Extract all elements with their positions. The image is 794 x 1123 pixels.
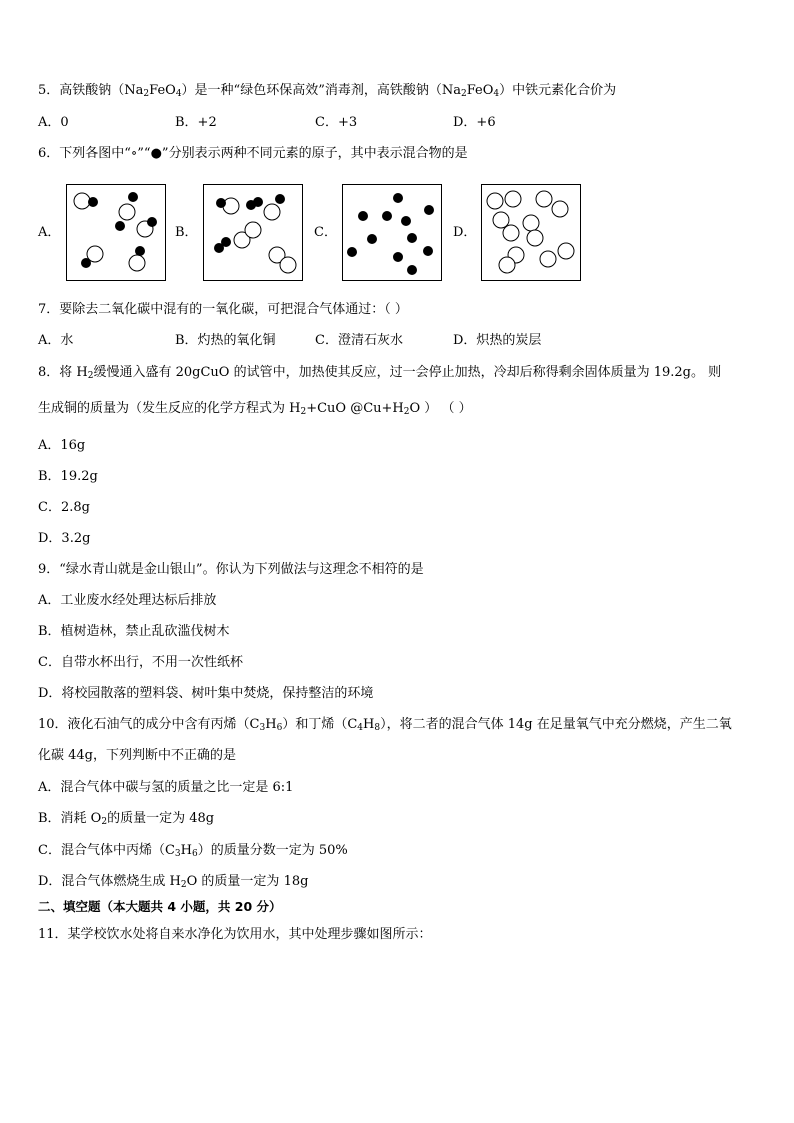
q8-stem-line1: 8．将 $H_2$缓慢通入盛有 20gCuO 的试管中，加热使其反应，过一会停止加热，冷却后称得剩余固体质量为 19.2g。 则 — [38, 365, 722, 381]
q6-label-d: D． — [453, 225, 477, 240]
atom-diagram-c — [343, 185, 441, 280]
q5-option-d: D．+6 — [453, 115, 496, 130]
q5-option-a: A．0 — [38, 115, 69, 130]
q9-option-a: A．工业废水经处理达标后排放 — [38, 593, 217, 608]
q8-option-d: D．3.2g — [38, 531, 91, 546]
q5-option-c: C．+3 — [315, 115, 358, 130]
q6-diagram-a — [66, 184, 166, 281]
q6-label-b: B． — [175, 225, 198, 240]
q8-option-b: B．19.2g — [38, 469, 98, 484]
q9-option-b: B．植树造林，禁止乱砍滥伐树木 — [38, 624, 230, 639]
q10-option-a: A．混合气体中碳与氢的质量之比一定是 6:1 — [38, 780, 294, 795]
q6-diagram-b — [203, 184, 303, 281]
section-title: 二、填空题（本大题共 4 小题，共 20 分） — [38, 899, 282, 914]
atom-diagram-b — [204, 185, 302, 280]
q6-stem: 6．下列各图中“∘”“●”分别表示两种不同元素的原子，其中表示混合物的是 — [38, 146, 468, 161]
q10-option-b: B．消耗 $O_2$的质量一定为 48g — [38, 811, 215, 827]
q7-option-a: A．水 — [38, 333, 74, 348]
q10-option-c: C．混合气体中丙烯$(C_3H_6)$的质量分数一定为 50% — [38, 843, 348, 859]
q6-diagram-c — [342, 184, 442, 281]
q6-label-a: A． — [38, 225, 61, 240]
q10-stem-line2: 化碳 44g，下列判断中不正确的是 — [38, 748, 236, 763]
q9-option-d: D．将校园散落的塑料袋、树叶集中焚烧，保持整洁的环境 — [38, 686, 374, 701]
q5-stem: 5．高铁酸钠$(Na_2FeO_4)$是一种“绿色环保高效”消毒剂，高铁酸钠$(Na_2FeO_4)$中铁元素化合价为 — [38, 83, 617, 99]
q7-stem: 7．要除去二氧化碳中混有的一氧化碳，可把混合气体通过：（ ） — [38, 302, 408, 317]
q9-stem: 9．“绿水青山就是金山银山”。你认为下列做法与这理念不相符的是 — [38, 562, 424, 577]
q7-option-c: C．澄清石灰水 — [315, 333, 403, 348]
q6-label-c: C． — [314, 225, 337, 240]
q8-option-c: C．2.8g — [38, 500, 90, 515]
q7-option-d: D．炽热的炭层 — [453, 333, 542, 348]
q7-option-b: B．灼热的氧化铜 — [175, 333, 276, 348]
q10-option-d: D．混合气体燃烧生成 $H_2O$ 的质量一定为 18g — [38, 874, 309, 890]
atom-diagram-a — [67, 185, 165, 280]
q8-option-a: A．16g — [38, 438, 86, 453]
q11-stem: 11．某学校饮水处将自来水净化为饮用水，其中处理步骤如图所示： — [38, 927, 432, 942]
atom-diagram-d — [482, 185, 580, 280]
q7-options — [38, 332, 738, 350]
q10-stem-line1: 10．液化石油气的成分中含有丙烯$(C_3H_6)$和丁烯$(C_4H_8)$，将二者的混合气体 14g 在足量氧气中充分燃烧，产生二氧 — [38, 717, 732, 733]
q6-diagram-d — [481, 184, 581, 281]
q5-options — [38, 114, 738, 132]
q8-stem-line2: 生成铜的质量为（发生反应的化学方程式为 $H_2+CuO$ $@Cu+H_2O$ ） （ ） — [38, 401, 472, 417]
q5-option-b: B．+2 — [175, 115, 217, 130]
q9-option-c: C．自带水杯出行，不用一次性纸杯 — [38, 655, 243, 670]
